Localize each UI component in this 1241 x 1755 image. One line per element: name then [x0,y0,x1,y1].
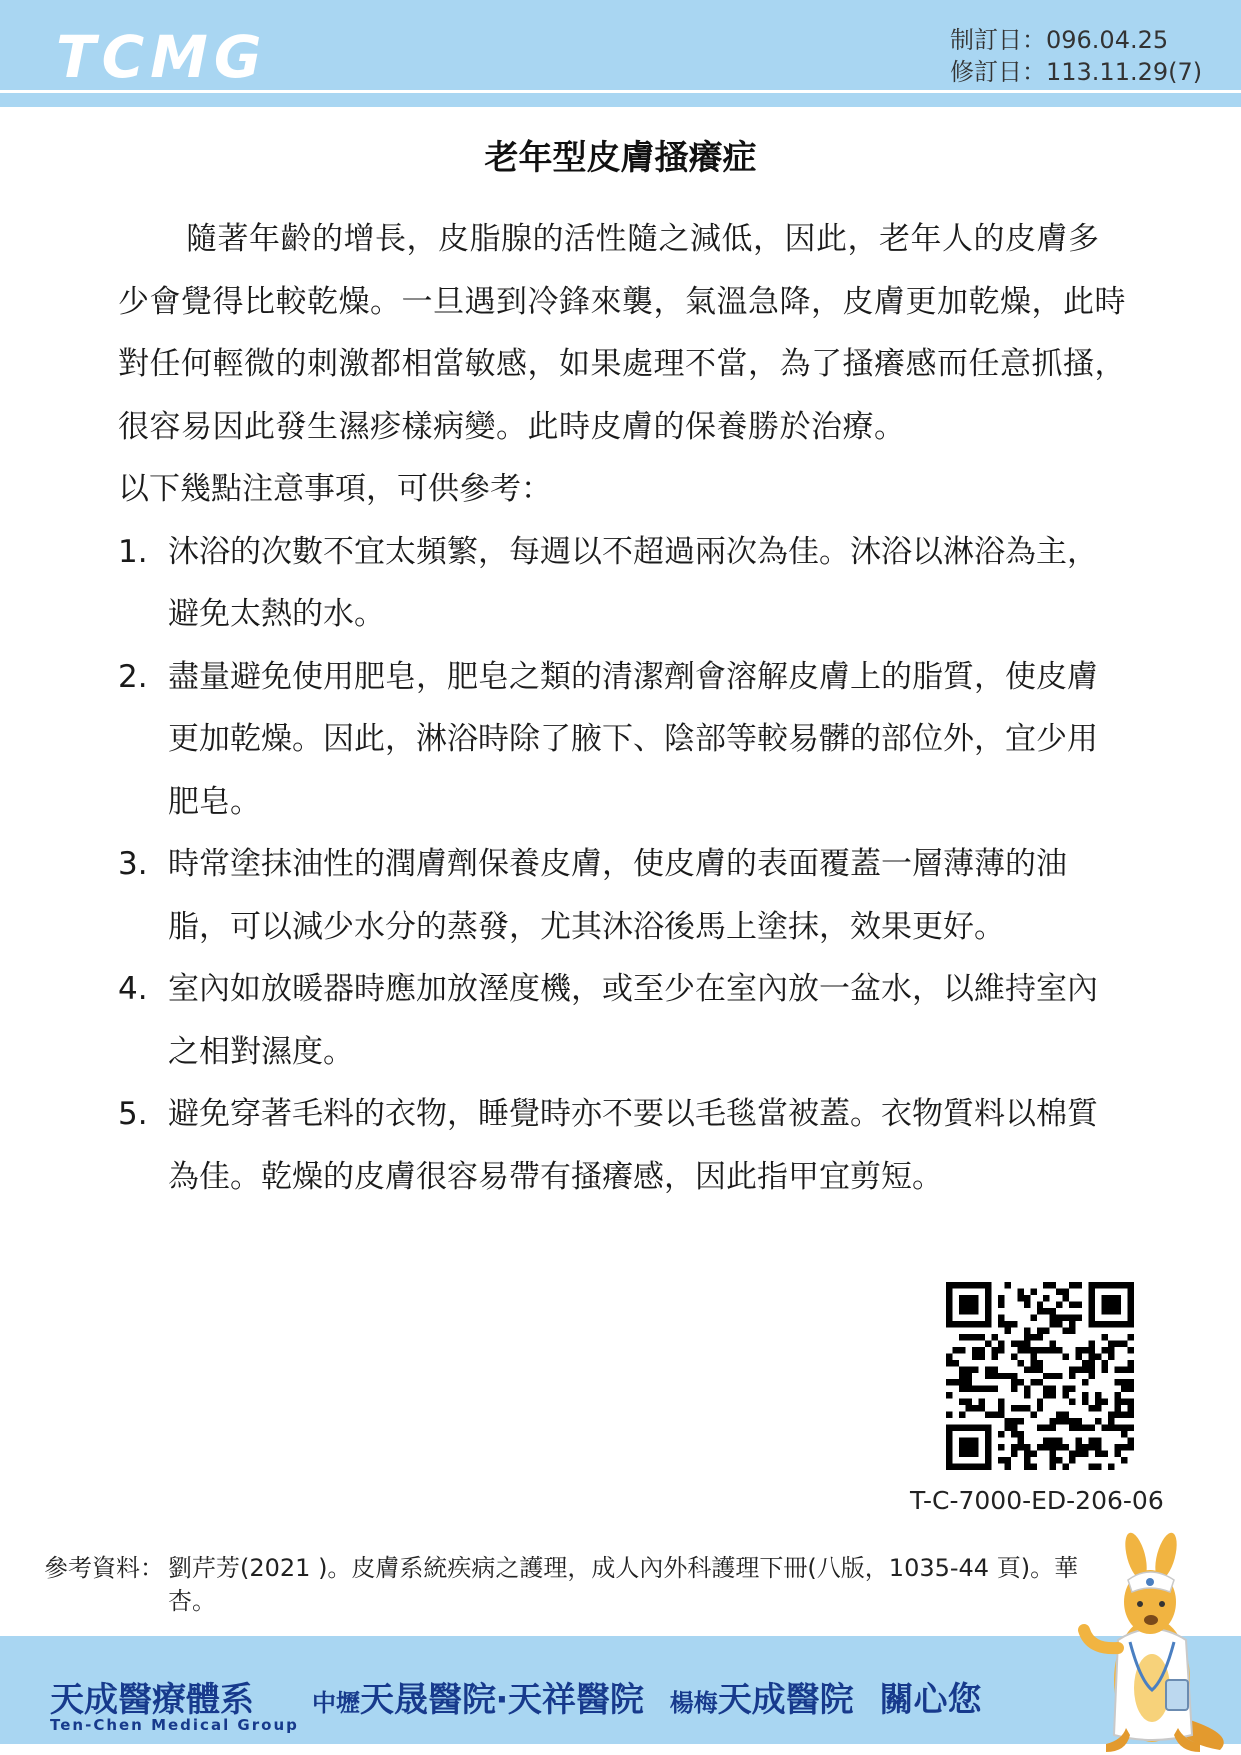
group-name: 天成醫療體系 [50,1680,254,1720]
hospital-names-1: 天晟醫院‧天祥醫院 [360,1680,644,1720]
tcmg-logo: TCMG [56,23,268,91]
hospital-line [312,1672,982,1721]
created-date: 制訂日：096.04.25 [950,26,1169,54]
group-english-name: Ten-Chen Medical Group [50,1716,299,1734]
hospital-names-2: 天成醫院 [717,1680,854,1720]
item-number: 1. [118,533,148,570]
revised-date: 修訂日：113.11.29(7) [950,58,1203,86]
list-item [118,1083,1128,1208]
item-number: 4. [118,971,148,1007]
item-text: 避免穿著毛料的衣物，睡覺時亦不要以毛毯當被蓋。衣物質料以棉質為佳。乾燥的皮膚很容易帶有搔癢感，因此指甲宜剪短。 [168,1096,1098,1195]
document-body [118,208,1128,1208]
header-stripe [0,93,1241,107]
reference-note [44,1552,1084,1618]
location-yangmei: 楊梅 [669,1689,718,1717]
kangaroo-doctor-mascot [1070,1530,1240,1755]
item-number: 2. [118,658,148,695]
reference-text: 劉芹芳(2021 )。皮膚系統疾病之護理，成人內外科護理下冊(八版，1035-44 頁)。華杏。 [168,1554,1079,1615]
item-text: 盡量避免使用肥皂，肥皂之類的清潔劑會溶解皮膚上的脂質，使皮膚更加乾燥。因此，淋浴時除了腋下、陰部等較易髒的部位外，宜少用肥皂。 [168,658,1098,820]
slogan: 關心您 [879,1680,982,1720]
list-lead: 以下幾點注意事項，可供參考： [118,471,552,507]
reference-label: 參考資料： [44,1554,164,1582]
location-zhongli: 中壢 [312,1689,360,1717]
list-item [118,833,1128,958]
item-number: 3. [118,846,148,882]
list-item [118,521,1128,646]
care-tips-list [118,521,1128,1209]
item-text: 室內如放暖器時應加放溼度機，或至少在室內放一盆水，以維持室內之相對濕度。 [168,971,1098,1070]
document-code: T-C-7000-ED-206-06 [910,1486,1164,1515]
footer-band [0,1636,1241,1744]
intro-paragraph: 隨著年齡的增長，皮脂腺的活性隨之減低，因此，老年人的皮膚多少會覺得比較乾燥。一旦遇到冷鋒來襲，氣溫急降，皮膚更加乾燥，此時對任何輕微的刺激都相當敏感，如果處理不當，為了搔癢感而任意抓搔，很容易因此發生濕疹樣病變。此時皮膚的保養勝於治療。 [118,221,1126,445]
document-dates [950,24,1202,88]
qr-code-icon[interactable] [946,1282,1134,1470]
item-text: 時常塗抹油性的潤膚劑保養皮膚，使皮膚的表面覆蓋一層薄薄的油脂，可以減少水分的蒸發，尤其沐浴後馬上塗抹，效果更好。 [168,846,1067,945]
list-item [118,958,1128,1083]
list-item [118,646,1128,834]
page-title: 老年型皮膚搔癢症 [484,138,757,178]
header-band [0,0,1241,90]
item-number: 5. [118,1096,148,1132]
item-text: 沐浴的次數不宜太頻繁，每週以不超過兩次為佳。沐浴以淋浴為主，避免太熱的水。 [168,533,1098,632]
